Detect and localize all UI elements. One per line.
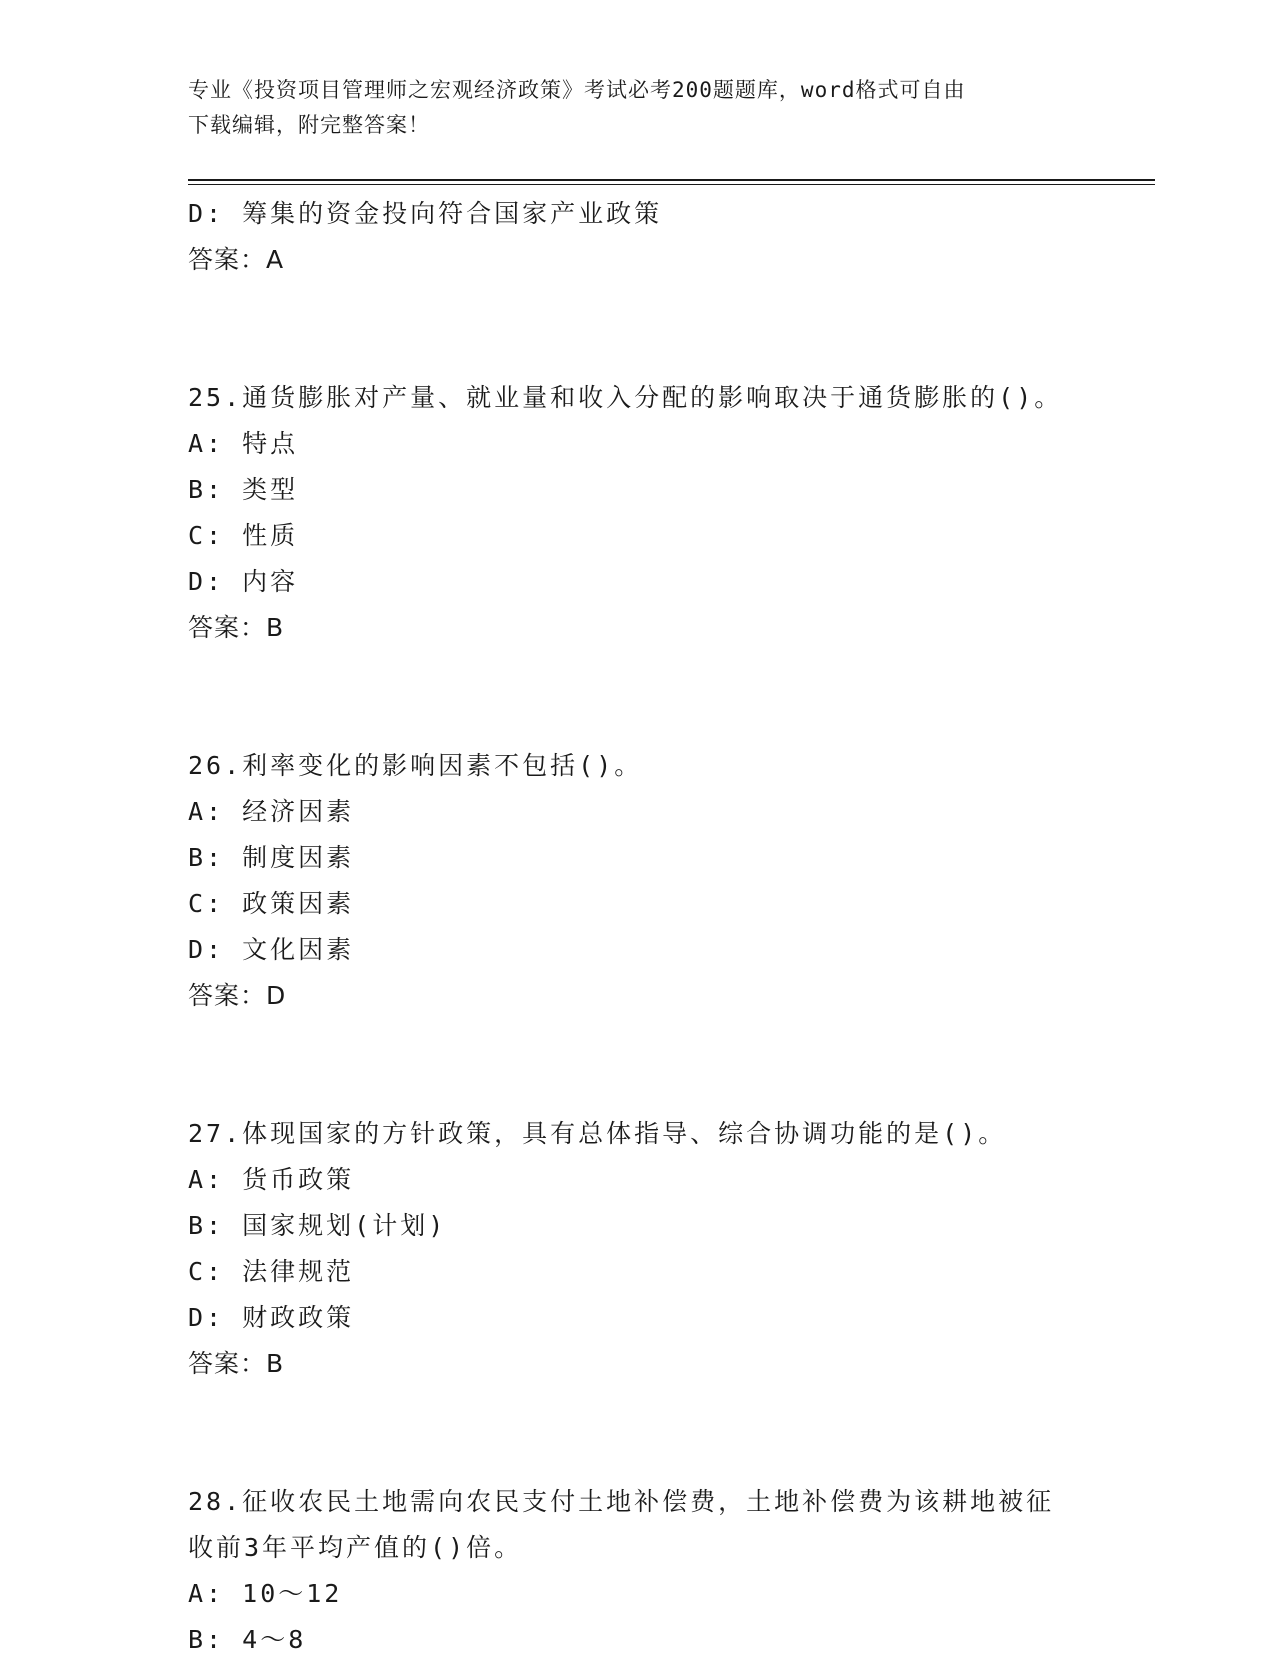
option-b: B: 国家规划(计划) <box>188 1211 447 1240</box>
header-line-1: 专业《投资项目管理师之宏观经济政策》考试必考200题题库，word格式可自由 <box>188 78 966 102</box>
answer: 答案：D <box>188 981 287 1010</box>
question-25 <box>188 375 1155 651</box>
question-content <box>188 191 1155 1663</box>
question-26 <box>188 743 1155 1019</box>
answer: 答案：B <box>188 1349 285 1378</box>
spacer <box>188 283 1155 375</box>
option-b: B: 制度因素 <box>188 843 355 872</box>
prev-answer: 答案：A <box>188 245 285 274</box>
option-c: C: 性质 <box>188 521 299 550</box>
prev-option-d: D: 筹集的资金投向符合国家产业政策 <box>188 199 663 228</box>
question-stem: 25.通货膨胀对产量、就业量和收入分配的影响取决于通货膨胀的()。 <box>188 383 1063 412</box>
header-line-2: 下载编辑，附完整答案！ <box>188 113 430 137</box>
document-header <box>188 73 1088 143</box>
option-a: A: 经济因素 <box>188 797 355 826</box>
option-c: C: 政策因素 <box>188 889 355 918</box>
option-b: B: 类型 <box>188 475 299 504</box>
header-divider-thin <box>188 184 1155 185</box>
question-stem-line-1: 28.征收农民土地需向农民支付土地补偿费，土地补偿费为该耕地被征 <box>188 1487 1055 1516</box>
option-d: D: 内容 <box>188 567 299 596</box>
question-stem: 26.利率变化的影响因素不包括()。 <box>188 751 643 780</box>
option-d: D: 文化因素 <box>188 935 355 964</box>
question-27 <box>188 1111 1155 1387</box>
question-stem-line-2: 收前3年平均产值的()倍。 <box>188 1533 523 1562</box>
option-a: A: 10～12 <box>188 1579 343 1608</box>
answer: 答案：B <box>188 613 285 642</box>
spacer <box>188 1387 1155 1479</box>
option-a: A: 特点 <box>188 429 299 458</box>
option-a: A: 货币政策 <box>188 1165 355 1194</box>
question-28 <box>188 1479 1155 1663</box>
option-b: B: 4～8 <box>188 1625 307 1654</box>
header-divider-thick <box>188 179 1155 181</box>
option-c: C: 法律规范 <box>188 1257 355 1286</box>
spacer <box>188 651 1155 743</box>
spacer <box>188 1019 1155 1111</box>
option-d: D: 财政政策 <box>188 1303 355 1332</box>
question-stem: 27.体现国家的方针政策，具有总体指导、综合协调功能的是()。 <box>188 1119 1007 1148</box>
